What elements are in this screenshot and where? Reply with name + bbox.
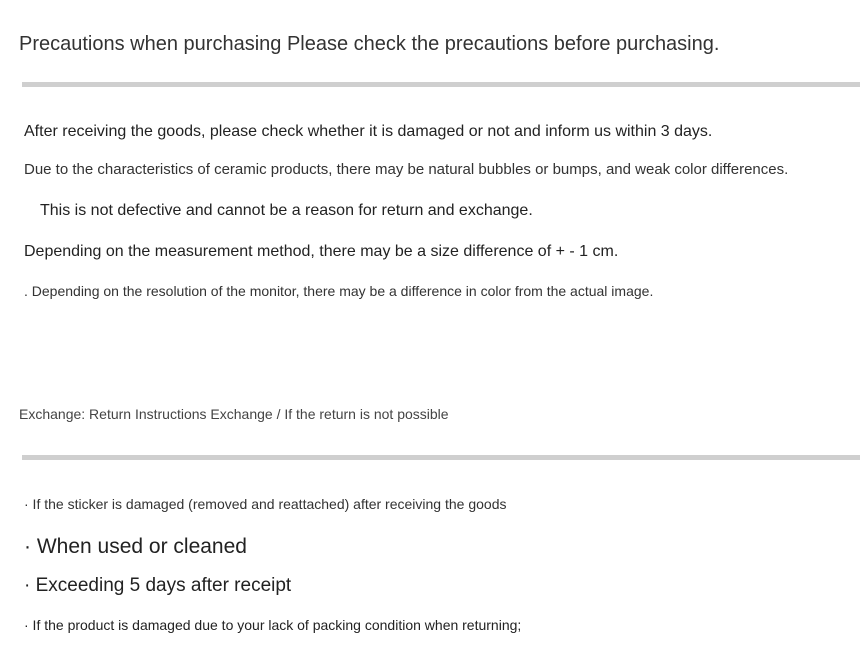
exchange-item-packing: · If the product is damaged due to your lack of packing condition when returning; [24,617,522,633]
exchange-divider [22,455,860,460]
exchange-item-used: · When used or cleaned [24,535,247,558]
precaution-item-not-defective: This is not defective and cannot be a reason for return and exchange. [40,202,533,219]
exchange-item-sticker: · If the sticker is damaged (removed and reattached) after receiving the goods [24,496,507,512]
precaution-item-inspect: After receiving the goods, please check whether it is damaged or not and inform us within 3 days. [24,123,713,140]
precaution-item-ceramic: Due to the characteristics of ceramic products, there may be natural bubbles or bumps, and weak color differences. [24,161,789,178]
precaution-item-size: Depending on the measurement method, there may be a size difference of + - 1 cm. [24,243,619,260]
exchange-item-exceeding: · Exceeding 5 days after receipt [24,575,292,596]
precautions-divider [22,82,860,87]
precautions-title: Precautions when purchasing Please check the precautions before purchasing. [19,33,720,55]
exchange-title: Exchange: Return Instructions Exchange / If the return is not possible [19,406,449,422]
precaution-item-monitor: . Depending on the resolution of the monitor, there may be a difference in color from the actual image. [24,283,654,299]
